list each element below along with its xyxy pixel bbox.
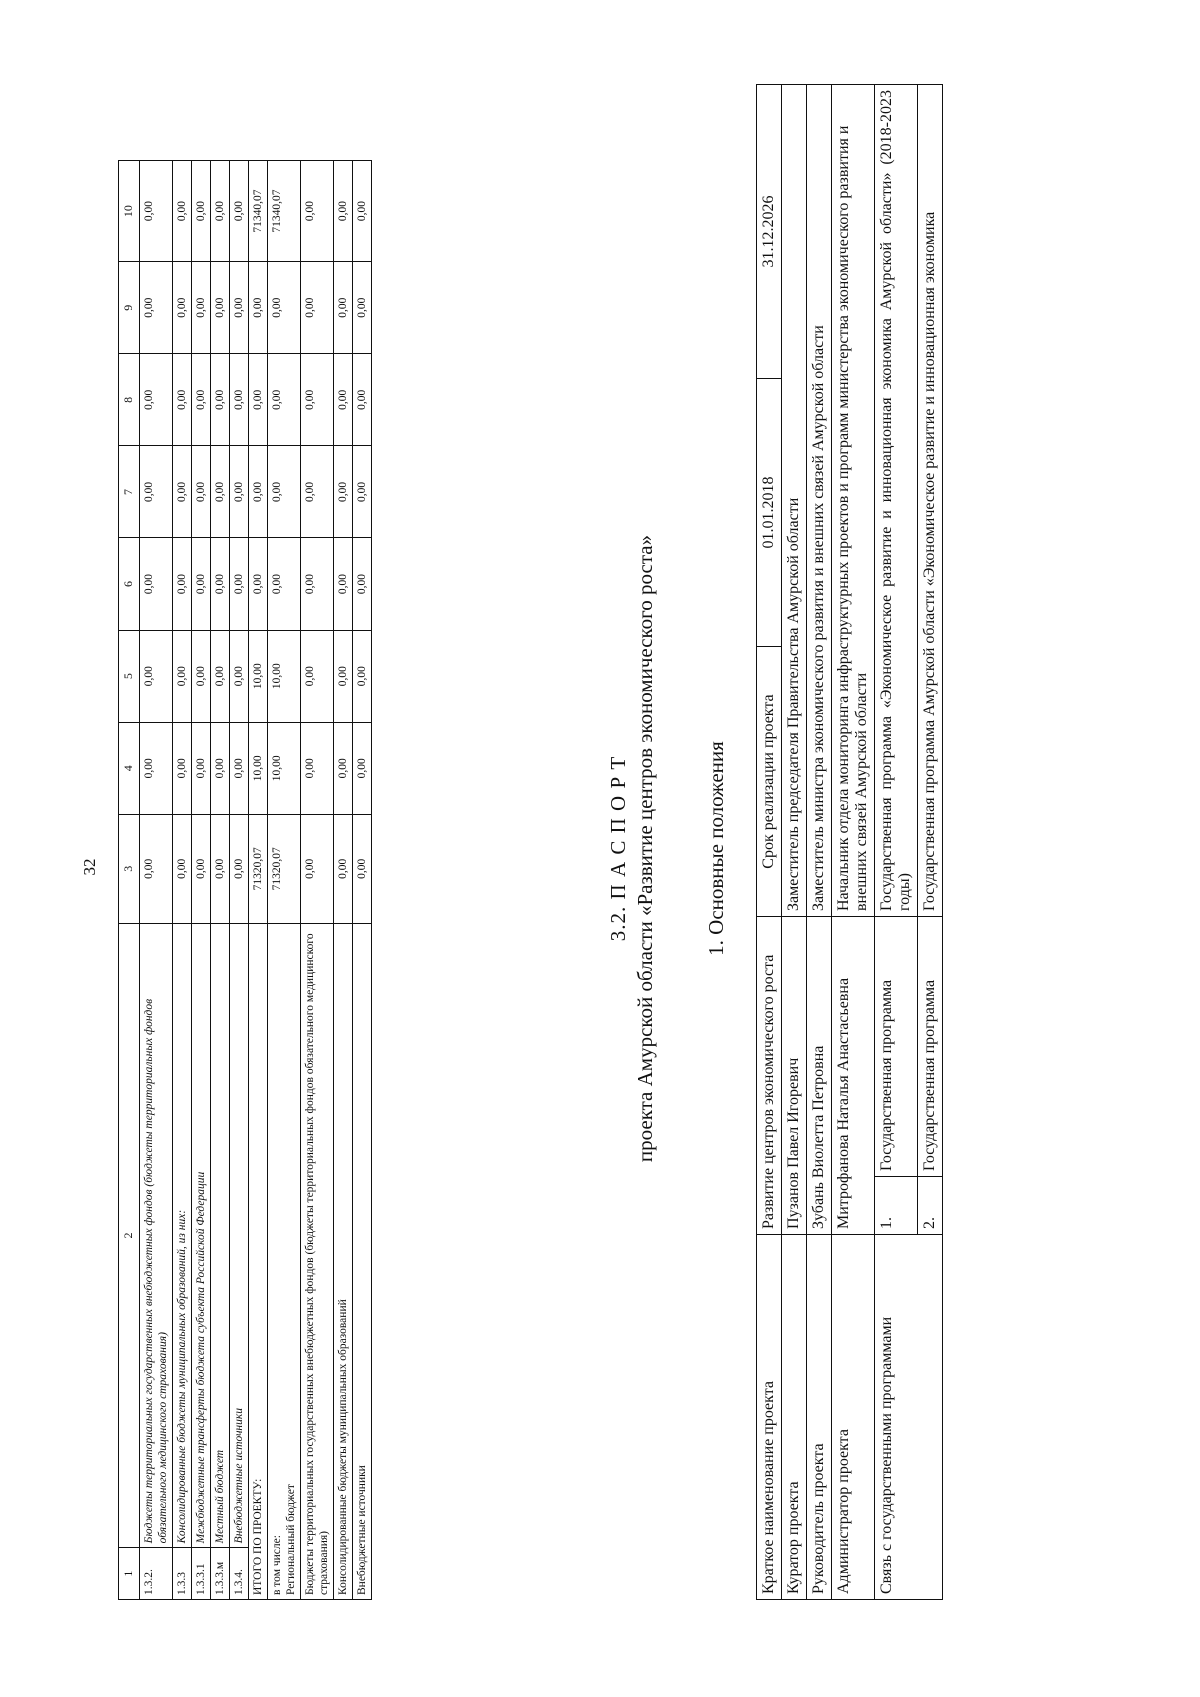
row-value: 0,00 (268, 354, 301, 446)
row-code: 1.3.3.м (211, 1548, 230, 1600)
row-value: 0,00 (173, 262, 192, 354)
row-value: 71340,07 (249, 161, 268, 262)
column-header: 10 (119, 161, 140, 262)
row-value: 0,00 (230, 538, 249, 630)
row-value: 0,00 (192, 538, 211, 630)
table-row (268, 161, 301, 1600)
row-value: 0,00 (173, 538, 192, 630)
row-value: 0,00 (211, 446, 230, 538)
row-name (249, 923, 268, 1599)
row-value: 0,00 (192, 354, 211, 446)
row-value: 0,00 (211, 354, 230, 446)
row-value: 0,00 (211, 161, 230, 262)
table-row (334, 161, 353, 1600)
admin-name: Митрофанова Наталья Анастасьевна (832, 917, 875, 1235)
row-value: 0,00 (140, 161, 173, 262)
row-value: 0,00 (334, 722, 353, 814)
row-value: 71340,07 (268, 161, 301, 262)
row-value: 0,00 (230, 354, 249, 446)
row-value: 0,00 (249, 446, 268, 538)
row-value: 10,00 (268, 722, 301, 814)
column-header: 4 (119, 722, 140, 814)
passport-table (756, 84, 943, 1600)
row-name-text: в том числе: (271, 1535, 283, 1595)
column-header: 7 (119, 446, 140, 538)
term-start: 01.01.2018 (757, 379, 782, 647)
row-value: 0,00 (192, 814, 211, 923)
row-value: 0,00 (211, 630, 230, 722)
row-value: 0,00 (334, 354, 353, 446)
column-header: 5 (119, 630, 140, 722)
curator-position: Заместитель председателя Правительства Амурской области (782, 85, 807, 917)
row-value: 0,00 (334, 262, 353, 354)
row-value: 0,00 (334, 161, 353, 262)
row-code: 1.3.2. (140, 1548, 173, 1600)
link-label: Связь с государственными программами (875, 1235, 943, 1600)
row-value: 0,00 (173, 446, 192, 538)
row-value: 0,00 (268, 446, 301, 538)
curator-name: Пузанов Павел Игоревич (782, 917, 807, 1235)
row-value: 0,00 (140, 630, 173, 722)
row-value: 0,00 (173, 354, 192, 446)
row-value: 0,00 (334, 814, 353, 923)
row-value: 0,00 (268, 262, 301, 354)
table-row (140, 161, 173, 1600)
table-row (192, 161, 211, 1600)
row-value: 0,00 (353, 814, 372, 923)
column-header: 9 (119, 262, 140, 354)
short-name-value: Развитие центров экономического роста (757, 917, 782, 1235)
row-value: 0,00 (301, 814, 334, 923)
head-row (807, 85, 832, 1600)
row-value: 0,00 (211, 538, 230, 630)
financing-table (118, 160, 372, 1600)
row-value: 0,00 (192, 722, 211, 814)
row-name: Консолидированные бюджеты муниципальных образований, из них: (173, 923, 192, 1548)
row-value: 0,00 (353, 446, 372, 538)
row-value: 0,00 (268, 538, 301, 630)
row-value: 0,00 (140, 722, 173, 814)
row-code: 1.3.3.1 (192, 1548, 211, 1600)
row-name-subtext: Региональный бюджет (285, 1484, 297, 1595)
row-name: Бюджеты территориальных государственных внебюджетных фондов (бюджеты территориальных фондов обязательного медицинского страхования) (140, 923, 173, 1548)
row-value: 0,00 (173, 722, 192, 814)
table-row (173, 161, 192, 1600)
row-value: 0,00 (192, 630, 211, 722)
row-value: 0,00 (140, 446, 173, 538)
row-value: 0,00 (230, 814, 249, 923)
row-value: 10,00 (249, 722, 268, 814)
table-row (230, 161, 249, 1600)
section-heading: 1. Основные положения (704, 741, 728, 956)
table-header-row (119, 161, 140, 1600)
row-value: 0,00 (249, 354, 268, 446)
row-value: 0,00 (353, 722, 372, 814)
head-position: Заместитель министра экономического развития и внешних связей Амурской области (807, 85, 832, 917)
row-name: Внебюджетные источники (230, 923, 249, 1548)
table-row (211, 161, 230, 1600)
row-code: 1.3.4. (230, 1548, 249, 1600)
row-value: 0,00 (301, 161, 334, 262)
row-value: 0,00 (173, 814, 192, 923)
column-header: 6 (119, 538, 140, 630)
passport-subtitle: проекта Амурской области «Развитие центров экономического роста» (633, 534, 657, 1163)
row-value: 0,00 (353, 262, 372, 354)
column-header: 8 (119, 354, 140, 446)
program-number: 2. (918, 1177, 943, 1235)
short-name-row (757, 85, 782, 1600)
row-code: 1.3.3 (173, 1548, 192, 1600)
row-name-text: Внебюджетные источники (356, 1465, 368, 1595)
row-value: 0,00 (353, 161, 372, 262)
row-value: 0,00 (211, 814, 230, 923)
row-value: 0,00 (140, 538, 173, 630)
row-name-text: Консолидированные бюджеты муниципальных образований (337, 1299, 349, 1595)
row-value: 0,00 (192, 262, 211, 354)
row-value: 0,00 (353, 354, 372, 446)
admin-row (832, 85, 875, 1600)
row-value: 0,00 (173, 161, 192, 262)
column-header: 1 (119, 1548, 140, 1600)
program-type: Государственная программа (918, 917, 943, 1177)
row-value: 0,00 (230, 446, 249, 538)
row-value: 0,00 (301, 722, 334, 814)
row-value: 0,00 (230, 161, 249, 262)
row-value: 0,00 (334, 538, 353, 630)
program-row (875, 85, 918, 1600)
row-value: 10,00 (268, 630, 301, 722)
table-row (353, 161, 372, 1600)
row-value: 0,00 (192, 161, 211, 262)
head-label: Руководитель проекта (807, 1235, 832, 1600)
row-value: 0,00 (230, 722, 249, 814)
row-value: 0,00 (140, 262, 173, 354)
row-value: 0,00 (301, 262, 334, 354)
program-type: Государственная программа (875, 917, 918, 1177)
row-value: 0,00 (140, 814, 173, 923)
row-value: 0,00 (353, 630, 372, 722)
row-value: 0,00 (230, 262, 249, 354)
row-value: 0,00 (140, 354, 173, 446)
admin-position: Начальник отдела мониторинга инфраструктурных проектов и программ министерства экономического развития и внешних связей Амурской области (832, 85, 875, 917)
page-number: 32 (80, 858, 99, 876)
row-name-text: ИТОГО ПО ПРОЕКТУ: (252, 1478, 264, 1595)
short-name-label: Краткое наименование проекта (757, 1235, 782, 1600)
row-value: 0,00 (192, 446, 211, 538)
curator-label: Куратор проекта (782, 1235, 807, 1600)
row-value: 71320,07 (268, 814, 301, 923)
row-name (268, 923, 301, 1599)
row-value: 0,00 (301, 446, 334, 538)
row-value: 0,00 (353, 538, 372, 630)
row-value: 0,00 (211, 722, 230, 814)
row-name (353, 923, 372, 1599)
row-value: 0,00 (249, 538, 268, 630)
row-value: 0,00 (249, 262, 268, 354)
row-value: 0,00 (230, 630, 249, 722)
row-value: 0,00 (301, 538, 334, 630)
row-value: 0,00 (211, 262, 230, 354)
row-value: 0,00 (301, 354, 334, 446)
program-text: Государственная программа Амурской области «Экономическое развитие и инновационная экономика (918, 85, 943, 917)
program-text: Государственная программа «Экономическое развитие и инновационная экономика Амурской области» (2018-2023 годы) (875, 85, 918, 917)
row-value: 0,00 (301, 630, 334, 722)
row-name (334, 923, 353, 1599)
term-label: Срок реализации проекта (757, 647, 782, 917)
row-value: 71320,07 (249, 814, 268, 923)
column-header: 2 (119, 923, 140, 1548)
row-name: Межбюджетные трансферты бюджета субъекта Российской Федерации (192, 923, 211, 1548)
head-name: Зубань Виолетта Петровна (807, 917, 832, 1235)
row-value: 10,00 (249, 630, 268, 722)
table-row (249, 161, 268, 1600)
passport-title: 3.2. П А С П О Р Т (606, 755, 630, 942)
row-value: 0,00 (334, 446, 353, 538)
admin-label: Администратор проекта (832, 1235, 875, 1600)
row-name-text: Бюджеты территориальных государственных внебюджетных фондов (бюджеты территориальных фондов обязательного медицинского страхования) (304, 933, 330, 1595)
term-end: 31.12.2026 (757, 85, 782, 379)
program-number: 1. (875, 1177, 918, 1235)
table-row (301, 161, 334, 1600)
row-name: Местный бюджет (211, 923, 230, 1548)
column-header: 3 (119, 814, 140, 923)
row-value: 0,00 (173, 630, 192, 722)
curator-row (782, 85, 807, 1600)
row-name (301, 923, 334, 1599)
row-value: 0,00 (334, 630, 353, 722)
